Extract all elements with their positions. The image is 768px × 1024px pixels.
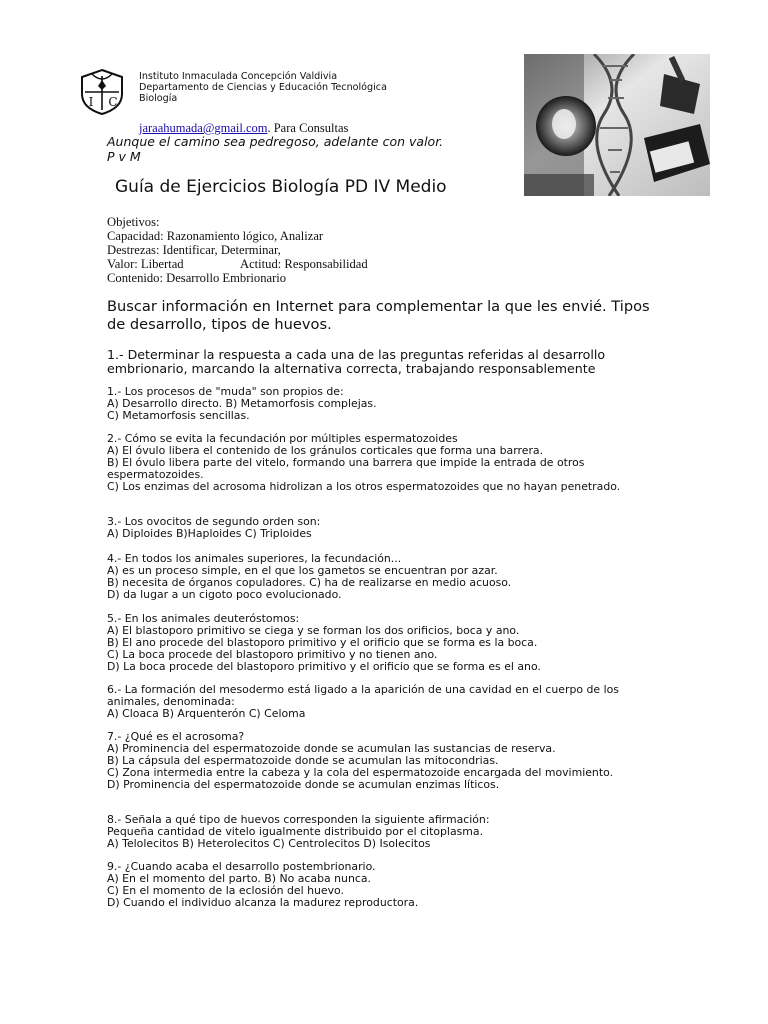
answer-line: D) Prominencia del espermatozoide donde se acumulan enzimas líticos. [107,778,500,791]
question-prompt: 6.- La formación del mesodermo está ligado a la aparición de una cavidad en el cuerpo de los animales, denominada: [107,683,619,708]
answer-line: C) En el momento de la eclosión del huevo. [107,884,344,897]
answer-line: A) En el momento del parto. B) No acaba nunca. [107,872,371,885]
answer-line: A) Diploides B)Haploides C) Triploides [107,527,312,540]
motto [107,134,443,164]
objectives-block [107,215,368,285]
question-9 [107,861,667,909]
answer-line: B) El ano procede del blastoporo primitivo y el orificio que se forma es la boca. [107,636,538,649]
objective-valor: Valor: Libertad [107,257,184,271]
answer-line: D) Cuando el individuo alcanza la madurez reproductora. [107,896,419,909]
question-4 [107,553,667,601]
objective-actitud: Actitud: Responsabilidad [240,257,368,271]
answer-line: A) Desarrollo directo. B) Metamorfosis complejas. [107,397,377,410]
question-prompt: 7.- ¿Qué es el acrosoma? [107,730,245,743]
question-5 [107,613,667,673]
question-prompt: 2.- Cómo se evita la fecundación por múltiples espermatozoides [107,432,458,445]
question-prompt: 1.- Los procesos de "muda" son propios de: [107,385,344,398]
answer-line: C) Metamorfosis sencillas. [107,409,250,422]
question-3 [107,516,667,540]
answer-line: C) Zona intermedia entre la cabeza y la cola del espermatozoide encargada del movimiento. [107,766,614,779]
instructions-text: 1.- Determinar la respuesta a cada una de las preguntas referidas al desarrollo embrionario, marcando la alternativa correcta, trabajando responsablemente [107,347,606,376]
answer-line: C) Los enzimas del acrosoma hidrolizan a los otros espermatozoides que no hayan penetrado. [107,480,621,493]
question-2 [107,433,667,493]
logo-letter-c: C [108,95,118,109]
objective-valor-row [107,257,368,271]
department-name: Departamento de Ciencias y Educación Tecnológica [139,82,387,93]
biology-collage-image [524,54,710,196]
answer-line: B) El óvulo libera parte del vitelo, formando una barrera que impide la entrada de otros espermatozoides. [107,456,585,481]
objective-contenido: Contenido: Desarrollo Embrionario [107,271,287,285]
logo-letter-i: I [88,95,94,109]
answer-line: A) Telolecitos B) Heterolecitos C) Centrolecitos D) Isolecitos [107,837,431,850]
answer-line: A) Prominencia del espermatozoide donde se acumulan las sustancias de reserva. [107,742,556,755]
answer-line: C) La boca procede del blastoporo primitivo y no tienen ano. [107,648,438,661]
question-1 [107,386,667,422]
question-prompt: 9.- ¿Cuando acaba el desarrollo postembrionario. [107,860,376,873]
objective-destrezas: Destrezas: Identificar, Determinar, [107,243,281,257]
answer-line: A) El blastoporo primitivo se ciega y se forman los dos orificios, boca y ano. [107,624,520,637]
answer-line: B) La cápsula del espermatozoide donde se acumulan las mitocondrias. [107,754,499,767]
question-7 [107,731,667,791]
school-logo [78,68,126,116]
answer-line: D) da lugar a un cigoto poco evolucionado. [107,588,342,601]
institution-name: Instituto Inmaculada Concepción Valdivia [139,71,338,82]
intro-text: Buscar información en Internet para complementar la que les envié. Tipos de desarrollo, tipos de huevos. [107,298,650,333]
institution-header [139,71,387,104]
motto-line-2: P v M [107,149,141,164]
answer-line: D) La boca procede del blastoporo primitivo y el orificio que se forma es el ano. [107,660,541,673]
question-prompt: 8.- Señala a qué tipo de huevos corresponden la siguiente afirmación: [107,813,490,826]
contact-suffix: . Para Consultas [267,121,349,135]
motto-line-1: Aunque el camino sea pedregoso, adelante con valor. [107,134,444,149]
answer-line: B) necesita de órganos copuladores. C) ha de realizarse en medio acuoso. [107,576,512,589]
objective-capacidad: Capacidad: Razonamiento lógico, Analizar [107,229,324,243]
answer-line: A) es un proceso simple, en el que los gametos se encuentran por azar. [107,564,498,577]
objectives-heading: Objetivos: [107,215,160,229]
question-8 [107,814,667,850]
question-prompt: 4.- En todos los animales superiores, la fecundación... [107,552,402,565]
answer-line: A) El óvulo libera el contenido de los gránulos corticales que forma una barrera. [107,444,544,457]
question-prompt: 3.- Los ovocitos de segundo orden son: [107,515,321,528]
question-6 [107,684,667,720]
page-title: Guía de Ejercicios Biología PD IV Medio [115,177,447,197]
subject-name: Biología [139,93,178,104]
email-link[interactable]: jaraahumada@gmail.com [139,121,268,135]
question-prompt: 5.- En los animales deuteróstomos: [107,612,300,625]
answer-line: A) Cloaca B) Arquenterón C) Celoma [107,707,306,720]
answer-line: Pequeña cantidad de vitelo igualmente distribuido por el citoplasma. [107,825,484,838]
